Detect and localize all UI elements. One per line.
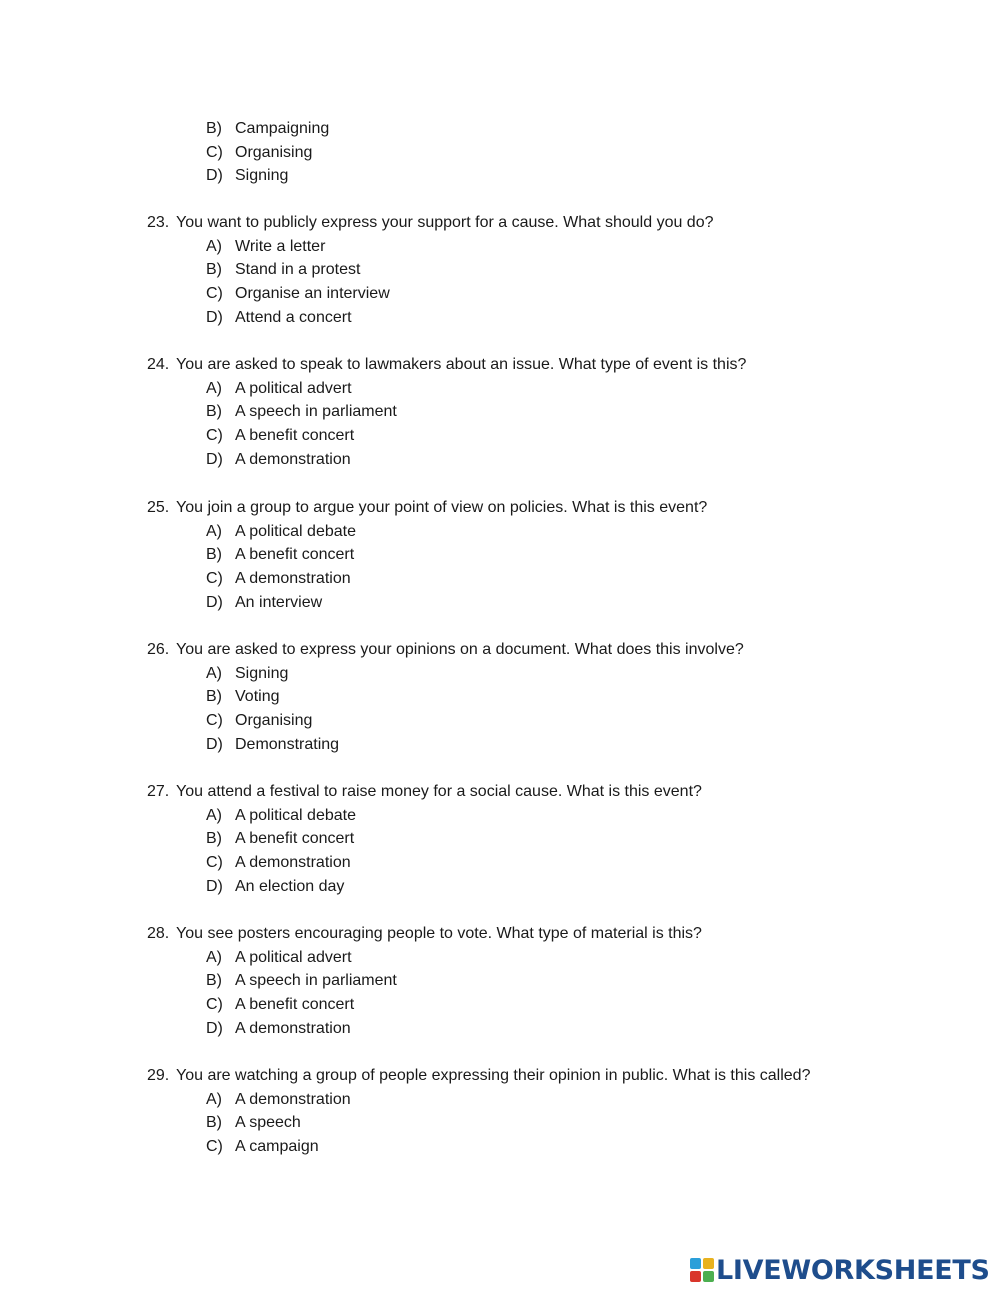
answer-option[interactable]	[0, 282, 1000, 306]
answer-option[interactable]	[0, 804, 1000, 828]
answer-option[interactable]	[0, 1135, 1000, 1159]
answer-option[interactable]	[0, 946, 1000, 970]
question-number: 26.	[147, 641, 170, 658]
question-number: 28.	[147, 925, 170, 942]
answer-option[interactable]	[0, 258, 1000, 282]
option-letter: A)	[206, 806, 222, 824]
answer-option[interactable]	[0, 969, 1000, 993]
answer-option[interactable]	[0, 993, 1000, 1017]
continued-options	[0, 117, 1000, 188]
option-letter: A)	[206, 948, 222, 966]
question-line	[0, 780, 1000, 804]
option-text: Demonstrating	[235, 735, 340, 753]
option-text: Organising	[235, 143, 313, 161]
question-text: You are watching a group of people expressing their opinion in public. What is this called?	[176, 1067, 811, 1084]
brand-name: LIVEWORKSHEETS	[716, 1254, 990, 1286]
question-number: 25.	[147, 499, 170, 516]
question-item	[0, 780, 1000, 898]
option-letter: D)	[206, 593, 223, 611]
option-text: Stand in a protest	[235, 261, 361, 279]
option-letter: C)	[206, 854, 223, 872]
question-number: 29.	[147, 1067, 170, 1084]
option-text: Attend a concert	[235, 308, 352, 326]
answer-option[interactable]	[0, 377, 1000, 401]
question-line	[0, 211, 1000, 235]
option-letter: B)	[206, 261, 222, 279]
question-item	[0, 353, 1000, 471]
option-text: A demonstration	[235, 1019, 351, 1037]
option-letter: C)	[206, 712, 223, 730]
question-text: You want to publicly express your support for a cause. What should you do?	[176, 214, 714, 231]
question-number: 24.	[147, 356, 170, 373]
option-letter: C)	[206, 143, 223, 161]
option-text: A political advert	[235, 948, 352, 966]
option-letter: A)	[206, 379, 222, 397]
option-text: Write a letter	[235, 237, 326, 255]
question-text: You are asked to express your opinions on a document. What does this involve?	[176, 641, 744, 658]
option-letter: B)	[206, 688, 222, 706]
question-line	[0, 1064, 1000, 1088]
brand-logo[interactable]	[690, 1254, 990, 1286]
question-item	[0, 211, 1000, 329]
question-line	[0, 353, 1000, 377]
question-item	[0, 496, 1000, 614]
answer-option[interactable]	[0, 1111, 1000, 1135]
option-text: A political debate	[235, 522, 356, 540]
option-letter: A)	[206, 1090, 222, 1108]
answer-option[interactable]	[0, 164, 1000, 188]
question-item	[0, 1064, 1000, 1159]
option-text: A benefit concert	[235, 427, 355, 445]
option-letter: D)	[206, 167, 223, 185]
answer-option[interactable]	[0, 827, 1000, 851]
answer-option[interactable]	[0, 851, 1000, 875]
option-letter: D)	[206, 450, 223, 468]
answer-option[interactable]	[0, 141, 1000, 165]
option-text: Voting	[235, 688, 280, 706]
option-text: A demonstration	[235, 1090, 351, 1108]
option-text: An interview	[235, 593, 323, 611]
question-number: 23.	[147, 214, 170, 231]
option-letter: D)	[206, 1019, 223, 1037]
option-letter: D)	[206, 308, 223, 326]
option-text: A demonstration	[235, 450, 351, 468]
option-letter: A)	[206, 664, 222, 682]
answer-option[interactable]	[0, 448, 1000, 472]
answer-option[interactable]	[0, 520, 1000, 544]
option-text: Signing	[235, 664, 289, 682]
option-letter: B)	[206, 403, 222, 421]
answer-option[interactable]	[0, 1017, 1000, 1041]
question-number: 27.	[147, 783, 170, 800]
option-text: A benefit concert	[235, 546, 355, 564]
option-text: A demonstration	[235, 854, 351, 872]
option-letter: B)	[206, 120, 222, 137]
answer-option[interactable]	[0, 875, 1000, 899]
option-letter: B)	[206, 546, 222, 564]
option-text: A political advert	[235, 379, 352, 397]
option-letter: C)	[206, 285, 223, 303]
option-text: A speech in parliament	[235, 403, 397, 421]
answer-option[interactable]	[0, 567, 1000, 591]
option-text: A benefit concert	[235, 996, 355, 1014]
question-text: You see posters encouraging people to vote. What type of material is this?	[176, 925, 702, 942]
option-letter: B)	[206, 830, 222, 848]
option-text: Organise an interview	[235, 285, 390, 303]
option-letter: D)	[206, 735, 223, 753]
answer-option[interactable]	[0, 400, 1000, 424]
question-line	[0, 638, 1000, 662]
answer-option[interactable]	[0, 424, 1000, 448]
option-text: A political debate	[235, 806, 356, 824]
option-text: A speech	[235, 1114, 301, 1132]
option-text: A campaign	[235, 1138, 319, 1156]
option-letter: D)	[206, 877, 223, 895]
answer-option[interactable]	[0, 685, 1000, 709]
option-letter: A)	[206, 522, 222, 540]
answer-option[interactable]	[0, 235, 1000, 259]
answer-option[interactable]	[0, 733, 1000, 757]
option-letter: C)	[206, 996, 223, 1014]
option-text: Campaigning	[235, 120, 330, 137]
question-line	[0, 922, 1000, 946]
question-item	[0, 922, 1000, 1040]
question-text: You attend a festival to raise money for a social cause. What is this event?	[176, 783, 702, 800]
option-letter: B)	[206, 1114, 222, 1132]
question-line	[0, 496, 1000, 520]
option-text: A benefit concert	[235, 830, 355, 848]
answer-option[interactable]	[0, 1088, 1000, 1112]
liveworksheets-logo-icon	[690, 1258, 714, 1282]
option-text: Organising	[235, 712, 313, 730]
option-letter: C)	[206, 427, 223, 445]
option-letter: C)	[206, 570, 223, 588]
option-text: A demonstration	[235, 570, 351, 588]
answer-option[interactable]	[0, 306, 1000, 330]
answer-option[interactable]	[0, 117, 1000, 141]
question-item	[0, 638, 1000, 756]
question-text: You join a group to argue your point of view on policies. What is this event?	[176, 499, 708, 516]
option-text: Signing	[235, 167, 289, 185]
option-letter: C)	[206, 1138, 223, 1156]
option-letter: A)	[206, 237, 222, 255]
answer-option[interactable]	[0, 709, 1000, 733]
question-text: You are asked to speak to lawmakers about an issue. What type of event is this?	[176, 356, 747, 373]
option-letter: B)	[206, 972, 222, 990]
option-text: An election day	[235, 877, 345, 895]
option-text: A speech in parliament	[235, 972, 397, 990]
answer-option[interactable]	[0, 543, 1000, 567]
answer-option[interactable]	[0, 591, 1000, 615]
answer-option[interactable]	[0, 662, 1000, 686]
